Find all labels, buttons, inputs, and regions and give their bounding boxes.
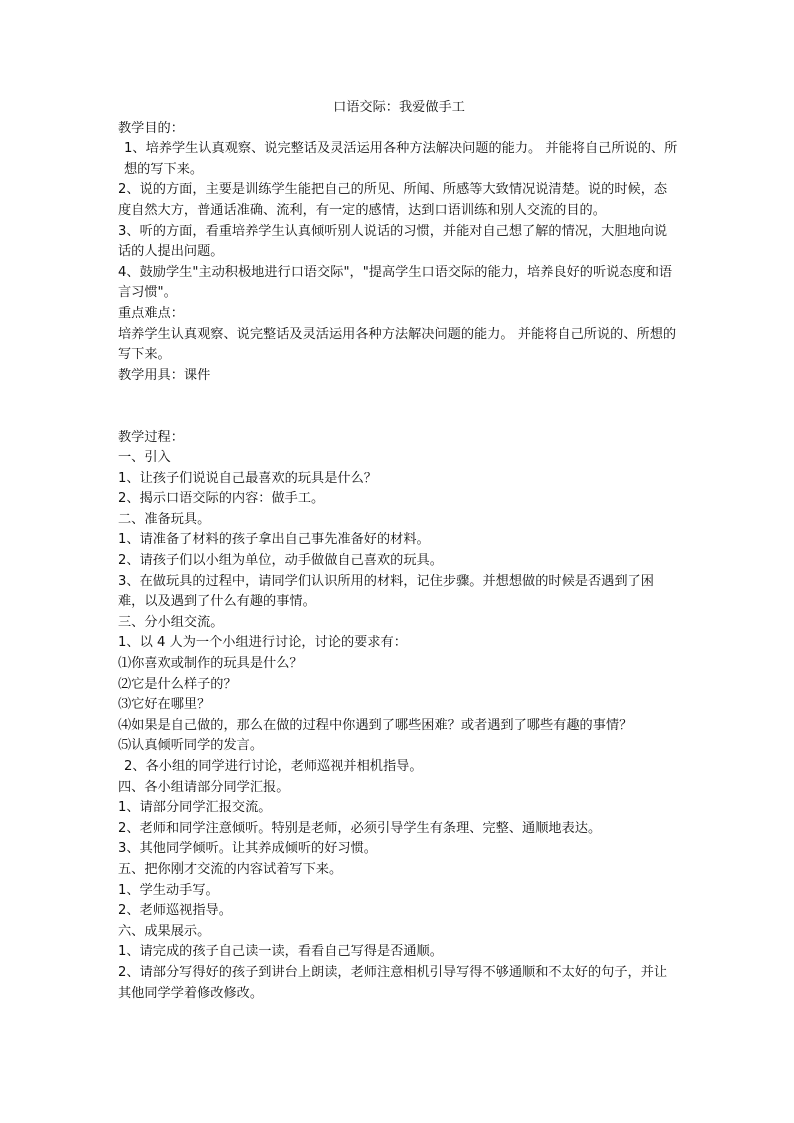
section-item: ⑴你喜欢或制作的玩具是什么？ [118, 656, 303, 672]
process-heading: 教学过程： [118, 429, 184, 445]
section-item: ⑵它是什么样子的？ [118, 676, 237, 692]
section-item: 1、请完成的孩子自己读一读，看看自己写得是否通顺。 [118, 944, 443, 960]
section-item: 2、请孩子们以小组为单位，动手做做自己喜欢的玩具。 [118, 553, 443, 569]
section-heading: 二、准备玩具。 [118, 511, 211, 527]
section-heading: 四、各小组请部分同学汇报。 [118, 779, 290, 795]
section-heading: 三、分小组交流。 [118, 614, 224, 630]
section-item: ⑸认真倾听同学的发言。 [118, 738, 264, 754]
section-item: 1、让孩子们说说自己最喜欢的玩具是什么？ [118, 470, 377, 486]
section-heading: 一、引入 [118, 450, 171, 466]
goal-item-2: 2、说的方面，主要是训练学生能把自己的所见、所闻、所感等大致情况说清楚。说的时候，态度自然大方，普通话准确、流利，有一定的感情，达到口语训练和别人交流的目的。 [118, 182, 668, 218]
section-item: 2、揭示口语交际的内容：做手工。 [118, 491, 325, 507]
section-item: 2、请部分写得好的孩子到讲台上朗读，老师注意相机引导写得不够通顺和不太好的句子，并让其他同学学着修改修改。 [118, 964, 668, 1001]
section-item: 1、请准备了材料的孩子拿出自己事先准备好的材料。 [118, 532, 430, 548]
section-item: 3、其他同学倾听。让其养成倾听的好习惯。 [118, 841, 377, 857]
goal-item-1: 1、培养学生认真观察、说完整话及灵活运用各种方法解决问题的能力。 并能将自己所说的、所想的写下来。 [124, 141, 678, 177]
section-item: 1、请部分同学汇报交流。 [118, 800, 272, 816]
section-heading: 六、成果展示。 [118, 923, 211, 939]
section-item: 2、老师巡视指导。 [118, 903, 232, 919]
section-item: 1、学生动手写。 [118, 882, 219, 898]
section-item: 1、以 4 人为一个小组进行讨论，讨论的要求有： [118, 635, 407, 651]
blank-spacer [118, 386, 680, 427]
section-item: 2、老师和同学注意倾听。特别是老师，必须引导学生有条理、完整、通顺地表达。 [118, 820, 602, 836]
section-item: 3、在做玩具的过程中，请同学们认识所用的材料，记住步骤。并想想做的时候是否遇到了困难，以及遇到了什么有趣的事情。 [118, 573, 654, 610]
key-text: 培养学生认真观察、说完整话及灵活运用各种方法解决问题的能力。 并能将自己所说的、所想的写下来。 [118, 326, 677, 363]
goal-item-3: 3、听的方面，看重培养学生认真倾听别人说话的习惯，并能对自己想了解的情况，大胆地向说话的人提出问题。 [118, 223, 668, 260]
section-item: 2、各小组的同学进行讨论，老师巡视并相机指导。 [124, 759, 423, 774]
document-title: 口语交际：我爱做手工 [333, 100, 465, 115]
goals-heading: 教学目的： [118, 120, 184, 136]
section-item: ⑷如果是自己做的，那么在做的过程中你遇到了哪些困难？或者遇到了哪些有趣的事情？ [118, 717, 633, 733]
goal-item-4: 4、鼓励学生"主动积极地进行口语交际"，"提高学生口语交际的能力，培养良好的听说态度和语言习惯"。 [118, 264, 673, 301]
tools-line: 教学用具：课件 [118, 367, 211, 383]
section-item: ⑶它好在哪里？ [118, 697, 211, 713]
document-page [118, 98, 680, 1004]
key-heading: 重点难点： [118, 305, 184, 321]
section-heading: 五、把你刚才交流的内容试着写下来。 [118, 861, 343, 877]
